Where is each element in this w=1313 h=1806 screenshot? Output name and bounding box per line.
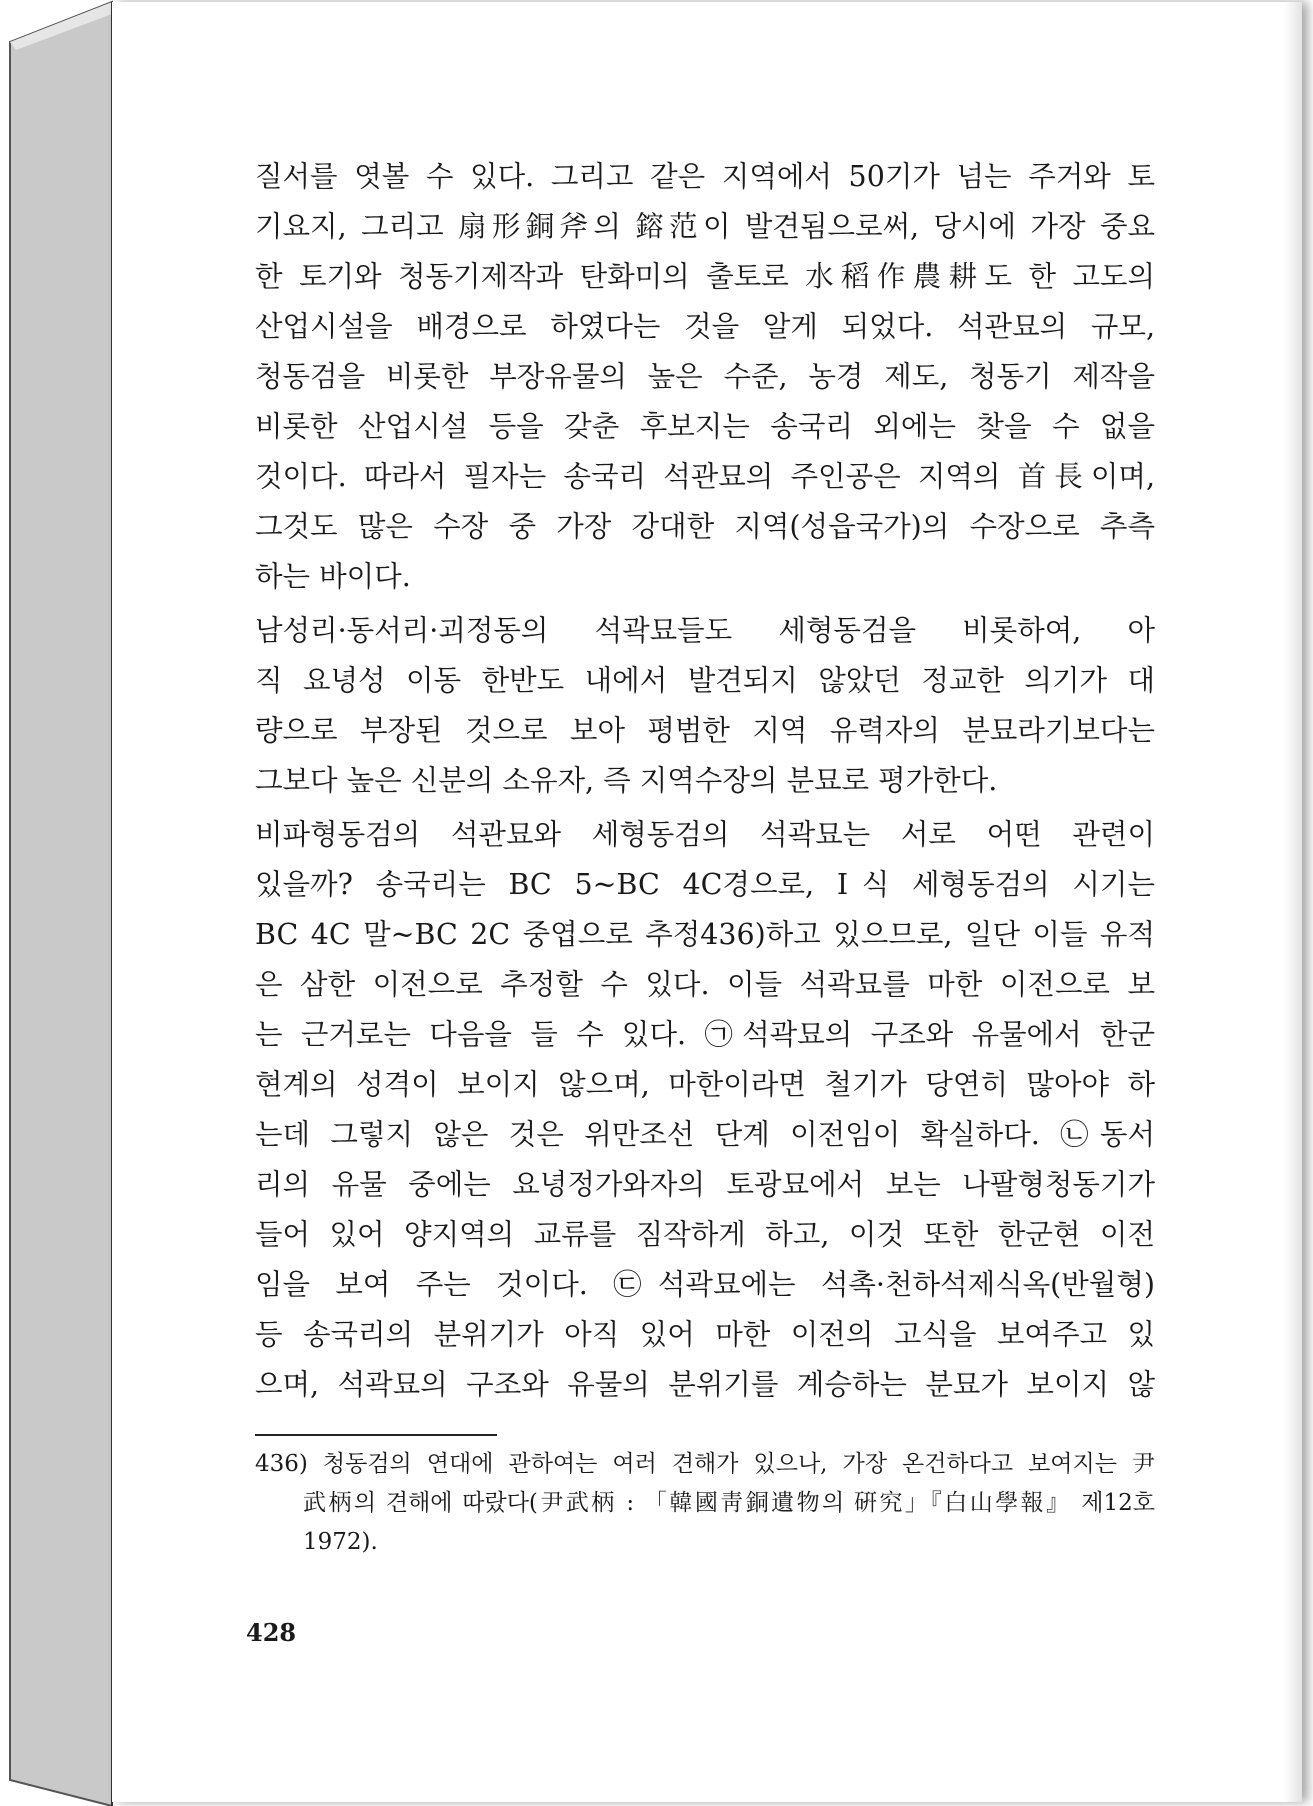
body-line: 청동검을 비롯한 부장유물의 높은 수준, 농경 제도, 청동기 제작을 — [255, 360, 1155, 393]
body-line: 리의 유물 중에는 요녕정가와자의 토광묘에서 보는 나팔형청동기가 — [255, 1168, 1155, 1201]
body-line: 것이다. 따라서 필자는 송국리 석관묘의 주인공은 지역의 首長이며, — [255, 460, 1155, 493]
book-page — [112, 2, 1302, 1802]
body-line: 비파형동검의 석관묘와 세형동검의 석곽묘는 서로 어떤 관련이 — [255, 818, 1155, 851]
body-line: 으며, 석곽묘의 구조와 유물의 분위기를 계승하는 분묘가 보이지 않 — [255, 1368, 1155, 1401]
body-line: 비롯한 산업시설 등을 갖춘 후보지는 송국리 외에는 찾을 수 없을 — [255, 410, 1155, 443]
body-text — [255, 152, 1155, 1410]
body-line: 직 요녕성 이동 한반도 내에서 발견되지 않았던 정교한 의기가 대 — [255, 664, 1155, 697]
body-line: BC 4C 말~BC 2C 중엽으로 추정436)하고 있으므로, 일단 이들 유적 — [255, 918, 1155, 951]
body-line: 질서를 엿볼 수 있다. 그리고 같은 지역에서 50기가 넘는 주거와 토 — [255, 160, 1155, 193]
body-line: 은 삼한 이전으로 추정할 수 있다. 이들 석곽묘를 마한 이전으로 보 — [255, 968, 1155, 1001]
footnote-line: 436) 청동검의 연대에 관하여는 여러 견해가 있으나, 가장 온건하다고 보여지는 尹 — [255, 1451, 1155, 1477]
body-line: 하는 바이다. — [255, 560, 411, 593]
book-spine — [0, 0, 120, 1806]
footnote-line: 武柄의 견해에 따랐다(尹武柄 : 「韓國靑銅遺物의 硏究」『白山學報』 제12호 — [303, 1490, 1155, 1516]
body-line: 는 근거로는 다음을 들 수 있다. ㉠석곽묘의 구조와 유물에서 한군 — [255, 1018, 1155, 1051]
body-line: 그보다 높은 신분의 소유자, 즉 지역수장의 분묘로 평가한다. — [255, 764, 998, 797]
body-line: 산업시설을 배경으로 하였다는 것을 알게 되었다. 석관묘의 규모, — [255, 310, 1155, 343]
footnote — [255, 1445, 1155, 1562]
page-number: 428 — [246, 1618, 297, 1647]
footnote-rule — [255, 1434, 497, 1436]
body-line: 들어 있어 양지역의 교류를 짐작하게 하고, 이것 또한 한군현 이전 — [255, 1218, 1155, 1251]
body-line: 기요지, 그리고 扇形銅斧의 鎔范이 발견됨으로써, 당시에 가장 중요 — [255, 210, 1155, 243]
body-line: 그것도 많은 수장 중 가장 강대한 지역(성읍국가)의 수장으로 추측 — [255, 510, 1155, 543]
body-line: 등 송국리의 분위기가 아직 있어 마한 이전의 고식을 보여주고 있 — [255, 1318, 1155, 1351]
body-line: 임을 보여 주는 것이다. ㉢석곽묘에는 석촉·천하석제식옥(반월형) — [255, 1268, 1155, 1301]
body-line: 있을까? 송국리는 BC 5~BC 4C경으로, Ⅰ식 세형동검의 시기는 — [255, 868, 1155, 901]
body-line: 는데 그렇지 않은 것은 위만조선 단계 이전임이 확실하다. ㉡동서 — [255, 1118, 1155, 1151]
footnote-line: 1972). — [303, 1529, 378, 1555]
page-edge-shadow — [1284, 2, 1302, 1802]
body-line: 남성리·동서리·괴정동의 석곽묘들도 세형동검을 비롯하여, 아 — [255, 614, 1155, 647]
body-line: 량으로 부장된 것으로 보아 평범한 지역 유력자의 분묘라기보다는 — [255, 714, 1155, 747]
body-line: 한 토기와 청동기제작과 탄화미의 출토로 水稻作農耕도 한 고도의 — [255, 260, 1155, 293]
body-line: 현계의 성격이 보이지 않으며, 마한이라면 철기가 당연히 많아야 하 — [255, 1068, 1155, 1101]
